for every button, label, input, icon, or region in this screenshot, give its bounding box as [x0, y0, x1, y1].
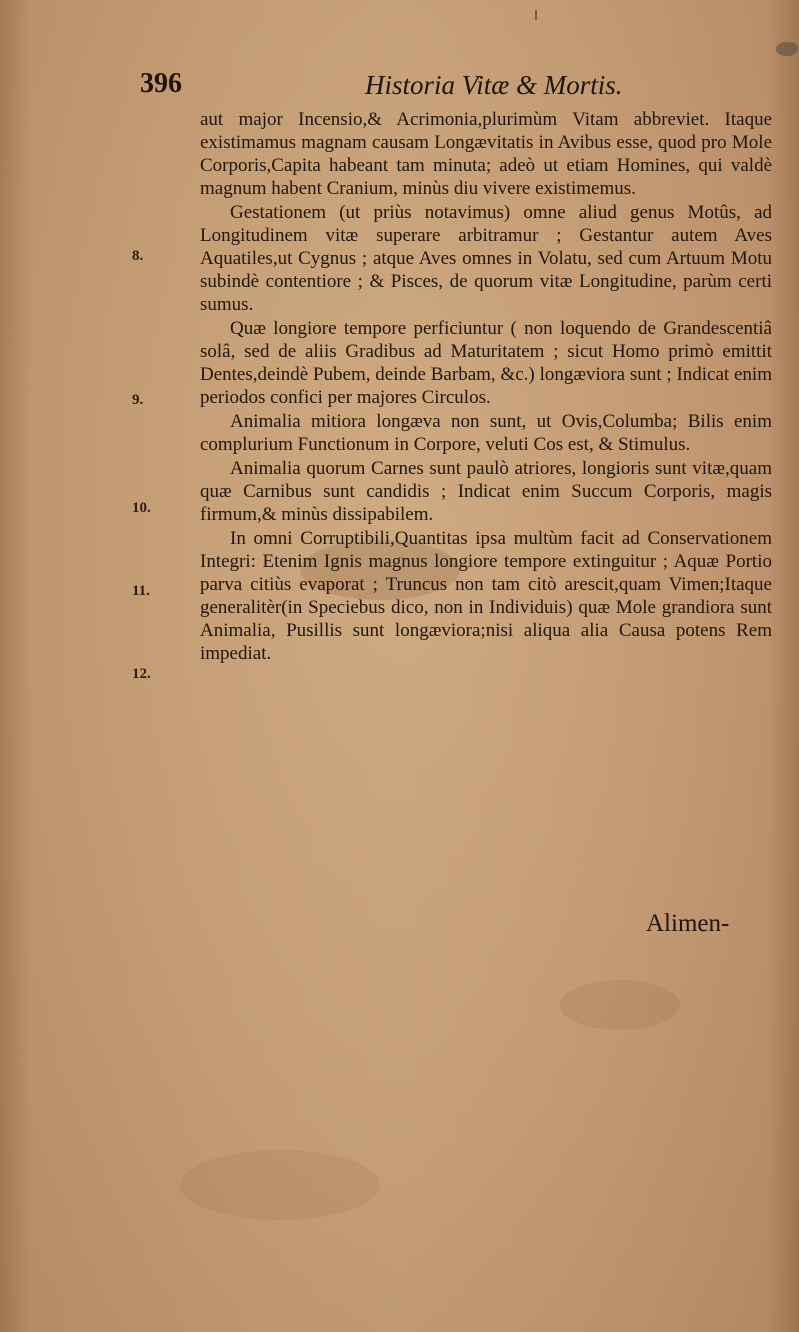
paragraph-number: 10.: [132, 500, 151, 516]
paragraph-intro: aut major Incensio,& Acrimonia,plurimùm Vitam abbreviet. Itaque existimamus magnam causam Longævitatis in Avibus esse, quod pro Mole Corporis,Capita habeant tam minuta; adeò ut etiam Homines, qui valdè magnum habent Cranium, minùs diu vivere existimemus.: [200, 109, 772, 199]
edge-stain: [776, 42, 798, 56]
page-header: [140, 68, 660, 108]
paragraph-11: Animalia quorum Carnes sunt paulò atriores, longioris sunt vitæ,quam quæ Carnibus sunt candidis ; Indicat enim Succum Corporis, magis firmum,& minùs dissipabilem.: [200, 458, 772, 525]
paragraph-8: Gestationem (ut priùs notavimus) omne aliud genus Motûs, ad Longitudinem vitæ superare arbitramur ; Gestantur autem Aves Aquatiles,ut Cygnus ; atque Aves omnes in Volatu, sed cum Artuum Motu subindè contentiore ; & Pisces, de quorum vitæ Longitudine, parùm certi sumus.: [200, 202, 772, 315]
paragraph-10: Animalia mitiora longæva non sunt, ut Ovis,Columba; Bilis enim complurium Functionum in Corpore, veluti Cos est, & Stimulus.: [200, 411, 772, 455]
page-number: 396: [140, 68, 182, 99]
running-title: Historia Vitæ & Mortis.: [365, 70, 623, 100]
body-text: [200, 108, 772, 666]
paragraph-number: 9.: [132, 392, 144, 408]
catchword: Alimen-: [646, 910, 730, 937]
paragraph-number: 12.: [132, 666, 151, 682]
paper-stain: [180, 1150, 380, 1220]
paragraph-9: Quæ longiore tempore perficiuntur ( non loquendo de Grandescentiâ solâ, sed de aliis Gradibus ad Maturitatem ; sicut Homo primò emittit Dentes,deindè Pubem, deinde Barbam, &c.) longæviora sunt ; Indicat enim periodos confici per majores Circulos.: [200, 318, 772, 408]
paragraph-number: 8.: [132, 248, 144, 264]
paragraph-number: 11.: [132, 583, 150, 599]
ink-tick: [535, 10, 537, 20]
paper-stain: [560, 980, 680, 1030]
paragraph-12: In omni Corruptibili,Quantitas ipsa multùm facit ad Conservationem Integri: Etenim Ignis magnus longiore tempore extinguitur ; Aquæ Portio parva citiùs evaporat ; Truncus non tam citò arescit,quam Vimen;Itaque generalitèr(in Speciebus dico, non in Individuis) quæ Mole grandiora sunt Animalia, Pusillis sunt longæviora;nisi aliqua alia Causa potens Rem impediat.: [200, 528, 772, 664]
